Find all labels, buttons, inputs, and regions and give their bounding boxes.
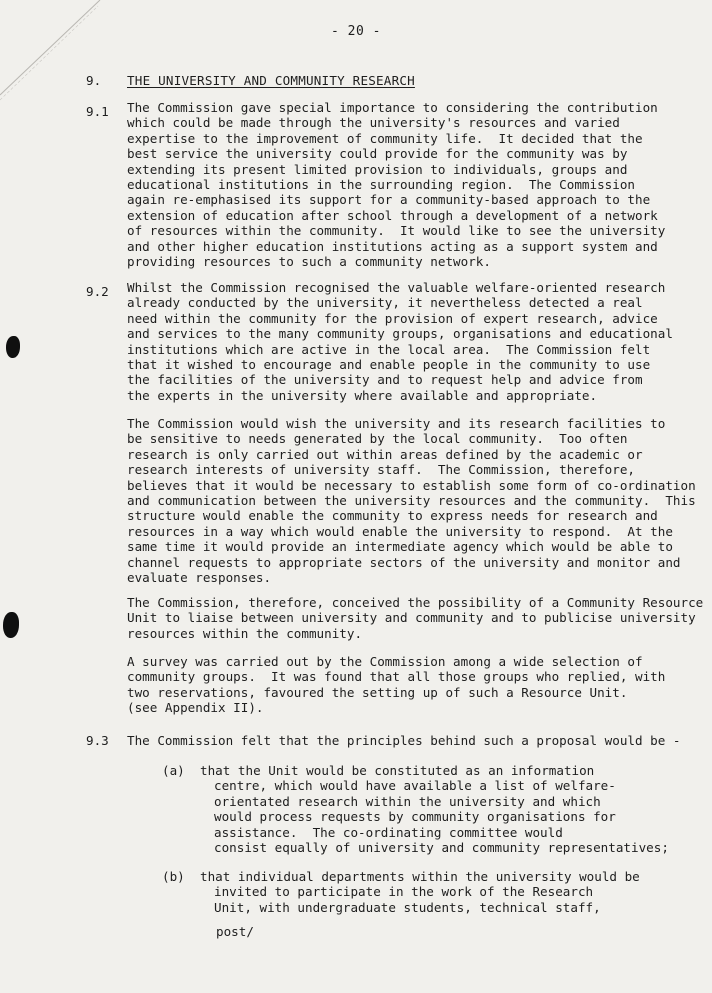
paragraph-line: which could be made through the university's resources and varied bbox=[127, 115, 620, 131]
list-item-line: orientated research within the university and which bbox=[214, 793, 601, 809]
section-number: 9. bbox=[86, 73, 102, 88]
list-item-line: that individual departments within the university would be bbox=[200, 869, 640, 884]
paragraph-line: already conducted by the university, it nevertheless detected a real bbox=[127, 295, 643, 311]
paragraph-line: research is only carried out within areas defined by the academic or bbox=[127, 446, 643, 462]
paragraph-line: research interests of university staff. The Commission, therefore, bbox=[127, 462, 635, 478]
paragraph-number: 9.2 bbox=[86, 284, 109, 299]
paragraph-number: 9.3 bbox=[86, 733, 109, 748]
paragraph-number: 9.1 bbox=[86, 104, 109, 119]
paragraph-line: and other higher education institutions acting as a support system and bbox=[127, 238, 658, 254]
paragraph-line: the experts in the university where available and appropriate. bbox=[127, 387, 598, 403]
list-item-line: invited to participate in the work of the Research bbox=[214, 884, 594, 900]
list-item-label: (b) bbox=[162, 869, 185, 884]
paragraph-line: evaluate responses. bbox=[127, 570, 272, 585]
paragraph-line: be sensitive to needs generated by the local community. Too often bbox=[127, 431, 628, 447]
paragraph-line: (see Appendix II). bbox=[127, 700, 264, 716]
paragraph-line: resources in a way which would enable the university to respond. At the bbox=[127, 523, 673, 539]
paragraph-line: The Commission would wish the university and its research facilities to bbox=[127, 416, 666, 431]
paragraph-line: of resources within the community. It would like to see the university bbox=[127, 223, 666, 239]
paragraph-line: best service the university could provide for the community was by bbox=[127, 146, 628, 162]
paragraph-line: believes that it would be necessary to establish some form of co-ordination bbox=[127, 477, 696, 493]
paragraph-line: need within the community for the provision of expert research, advice bbox=[127, 310, 658, 326]
paragraph-line: that it wished to encourage and enable people in the community to use bbox=[127, 357, 651, 372]
paragraph-line: resources within the community. bbox=[127, 625, 363, 641]
paragraph-line: providing resources to such a community network. bbox=[127, 254, 491, 269]
paragraph-line: The Commission gave special importance to considering the contribution bbox=[127, 100, 658, 115]
punch-hole-upper bbox=[6, 336, 20, 358]
continuation-marker: post/ bbox=[216, 924, 254, 939]
list-item-line: that the Unit would be constituted as an information bbox=[200, 763, 595, 778]
list-item-line: Unit, with undergraduate students, technical staff, bbox=[214, 899, 601, 915]
punch-hole-lower bbox=[3, 612, 19, 638]
list-item-label: (a) bbox=[162, 763, 185, 778]
paragraph-line: two reservations, favoured the setting up of such a Resource Unit. bbox=[127, 684, 628, 700]
paragraph-line: extension of education after school through a development of a network bbox=[127, 207, 658, 223]
list-item-line: assistance. The co-ordinating committee would bbox=[214, 824, 563, 840]
list-item-line: centre, which would have available a list of welfare- bbox=[214, 778, 616, 794]
paragraph-line: The Commission felt that the principles behind such a proposal would be - bbox=[127, 733, 681, 748]
section-title: THE UNIVERSITY AND COMMUNITY RESEARCH bbox=[127, 73, 415, 88]
paragraph-line: Whilst the Commission recognised the valuable welfare-oriented research bbox=[127, 280, 666, 295]
paragraph-line: community groups. It was found that all those groups who replied, with bbox=[127, 669, 666, 685]
paragraph-line: structure would enable the community to express needs for research and bbox=[127, 508, 658, 524]
page-number: - 20 - bbox=[331, 24, 381, 39]
paragraph-line: institutions which are active in the local area. The Commission felt bbox=[127, 341, 651, 357]
paragraph-line: same time it would provide an intermediate agency which would be able to bbox=[127, 539, 673, 555]
paragraph-line: A survey was carried out by the Commission among a wide selection of bbox=[127, 654, 643, 669]
paragraph-line: channel requests to appropriate sectors of the university and monitor and bbox=[127, 554, 681, 570]
paragraph-line: extending its present limited provision to individuals, groups and bbox=[127, 161, 628, 177]
list-item-line: consist equally of university and community representatives; bbox=[214, 840, 669, 855]
paragraph-line: the facilities of the university and to request help and advice from bbox=[127, 372, 643, 388]
paragraph-line: The Commission, therefore, conceived the possibility of a Community Resource bbox=[127, 595, 704, 610]
paragraph-line: and services to the many community groups, organisations and educational bbox=[127, 326, 673, 342]
corner-scratch-mark bbox=[0, 0, 110, 110]
paragraph-line: and communication between the university resources and the community. This bbox=[127, 493, 696, 508]
paragraph-line: again re-emphasised its support for a community-based approach to the bbox=[127, 192, 651, 208]
list-item-line: would process requests by community organisations for bbox=[214, 809, 616, 825]
paragraph-line: expertise to the improvement of community life. It decided that the bbox=[127, 130, 643, 146]
paragraph-line: educational institutions in the surrounding region. The Commission bbox=[127, 177, 635, 192]
paragraph-line: Unit to liaise between university and community and to publicise university bbox=[127, 610, 696, 626]
